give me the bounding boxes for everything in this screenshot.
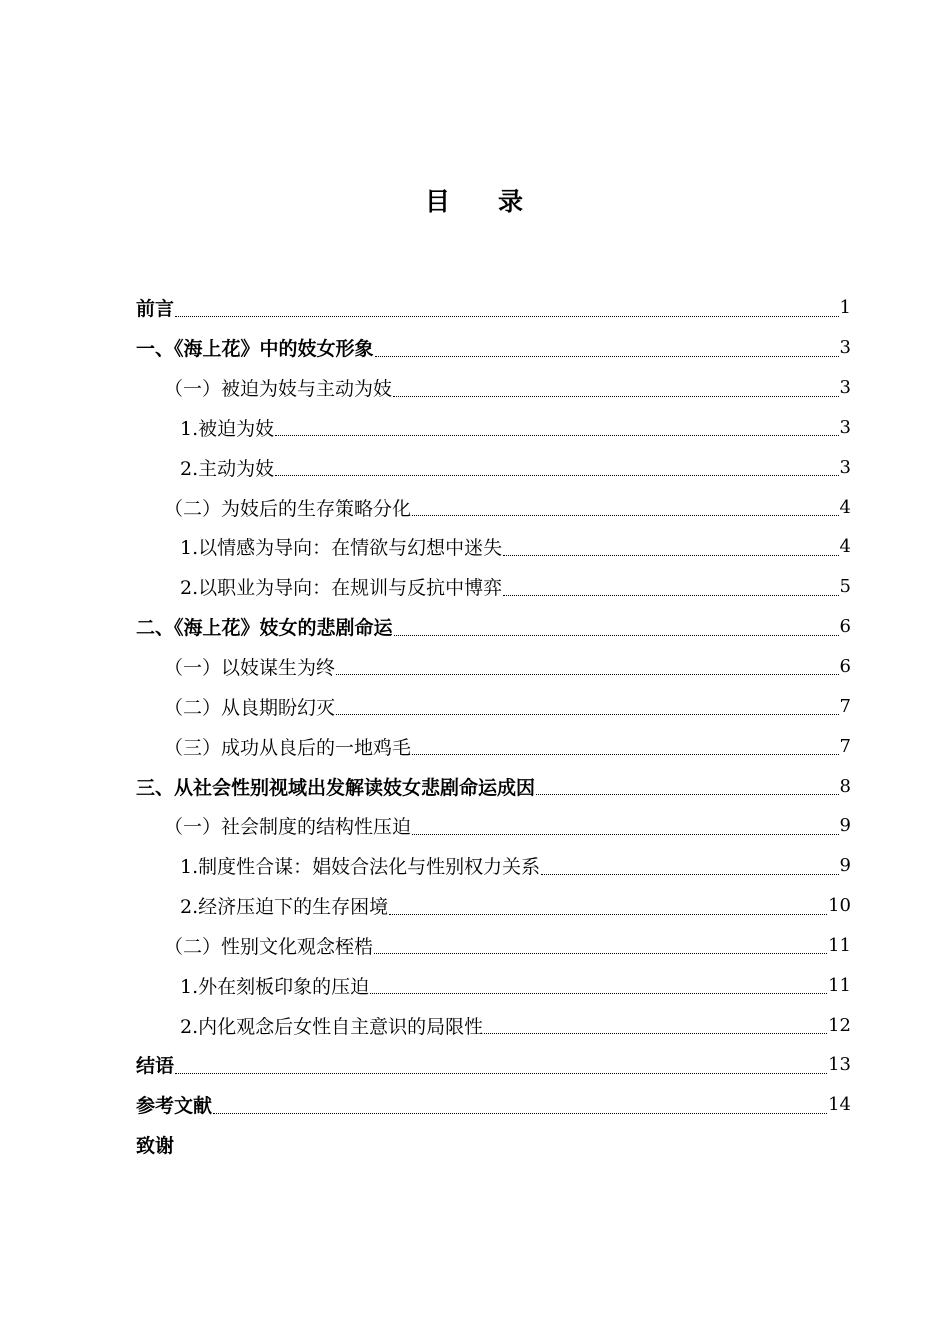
toc-page-number: 10: [828, 895, 851, 917]
toc-dot-leader: [336, 714, 839, 715]
toc-dot-leader: [175, 316, 839, 317]
toc-entry[interactable]: [136, 726, 851, 766]
toc-page-number: 4: [839, 496, 851, 518]
toc-entry[interactable]: [136, 567, 851, 607]
toc-entry[interactable]: [136, 288, 851, 328]
toc-entry[interactable]: [136, 766, 851, 806]
toc-entry-title: （一）被迫为妓与主动为妓: [164, 378, 393, 401]
toc-dot-leader: [503, 555, 838, 556]
toc-entry[interactable]: [136, 408, 851, 448]
toc-entry[interactable]: [136, 328, 851, 368]
toc-dot-leader: [536, 794, 839, 795]
toc-entry-title: 1.制度性合谋：娼妓合法化与性别权力关系: [180, 856, 541, 879]
toc-entry-title: （二）性别文化观念桎梏: [164, 935, 374, 958]
toc-page-number: 3: [839, 416, 851, 438]
toc-page-number: 6: [839, 656, 851, 678]
toc-page-number: 9: [839, 815, 851, 837]
toc-entry[interactable]: [136, 686, 851, 726]
toc-entry[interactable]: [136, 368, 851, 408]
toc-page-number: 11: [828, 974, 851, 996]
toc-dot-leader: [175, 1073, 827, 1074]
toc-dot-leader: [336, 674, 839, 675]
toc-entry-title: 2.主动为妓: [180, 457, 275, 480]
toc-dot-leader: [503, 595, 838, 596]
toc-entry-title: 三、从社会性别视域出发解读妓女悲剧命运成因: [136, 776, 536, 799]
toc-entry-title: 一、《海上花》中的妓女形象: [136, 338, 374, 361]
toc-dot-leader: [213, 1113, 827, 1114]
toc-entry[interactable]: [136, 846, 851, 886]
toc-dot-leader: [484, 1033, 827, 1034]
toc-entry[interactable]: [136, 527, 851, 567]
toc-dot-leader: [541, 874, 838, 875]
toc-dot-leader: [389, 914, 827, 915]
toc-entry[interactable]: [136, 647, 851, 687]
toc-page-number: 3: [839, 337, 851, 359]
toc-dot-leader: [412, 515, 839, 516]
toc-entry-title: 致谢: [136, 1135, 175, 1158]
toc-entry[interactable]: [136, 965, 851, 1005]
toc-page-number: 5: [839, 576, 851, 598]
toc-page-number: 12: [828, 1014, 851, 1036]
toc-page-number: 11: [828, 934, 851, 956]
toc-entry[interactable]: [136, 1005, 851, 1045]
page-title: [0, 182, 950, 218]
toc-page-number: 1: [839, 297, 851, 319]
toc-dot-leader: [412, 754, 839, 755]
toc-entry[interactable]: [136, 806, 851, 846]
toc-dot-leader: [394, 635, 839, 636]
toc-entry-title: 2.经济压迫下的生存困境: [180, 896, 389, 919]
toc-page-number: 4: [839, 536, 851, 558]
toc-entry-title: （二）为妓后的生存策略分化: [164, 497, 412, 520]
toc-entry[interactable]: [136, 926, 851, 966]
title-char: 目: [424, 187, 452, 216]
toc-entry-title: 结语: [136, 1055, 175, 1078]
toc-page-number: 3: [839, 456, 851, 478]
toc-entry-title: 前言: [136, 298, 175, 321]
toc-entry-title: 2.内化观念后女性自主意识的局限性: [180, 1015, 484, 1038]
toc-dot-leader: [375, 356, 839, 357]
toc-entry[interactable]: [136, 1045, 851, 1085]
toc-page-number: 7: [839, 695, 851, 717]
toc-entry-title: （二）从良期盼幻灭: [164, 696, 336, 719]
toc-page-number: 7: [839, 735, 851, 757]
table-of-contents: [136, 288, 851, 1165]
toc-page-number: 9: [839, 855, 851, 877]
toc-entry-title: 参考文献: [136, 1095, 213, 1118]
toc-entry-title: （一）社会制度的结构性压迫: [164, 816, 412, 839]
toc-entry-title: 二、《海上花》妓女的悲剧命运: [136, 617, 393, 640]
toc-entry[interactable]: [136, 1125, 851, 1165]
toc-page-number: 8: [839, 775, 851, 797]
toc-dot-leader: [412, 834, 839, 835]
toc-page-number: 13: [828, 1054, 851, 1076]
toc-entry[interactable]: [136, 886, 851, 926]
toc-entry[interactable]: [136, 487, 851, 527]
toc-dot-leader: [275, 435, 838, 436]
toc-entry-title: 2.以职业为导向：在规训与反抗中博弈: [180, 577, 503, 600]
toc-page-number: 14: [828, 1094, 851, 1116]
toc-entry-title: 1.被迫为妓: [180, 417, 275, 440]
toc-dot-leader: [393, 396, 839, 397]
toc-entry[interactable]: [136, 607, 851, 647]
toc-entry-title: 1.外在刻板印象的压迫: [180, 975, 370, 998]
toc-entry-title: 1.以情感为导向：在情欲与幻想中迷失: [180, 537, 503, 560]
toc-entry[interactable]: [136, 1085, 851, 1125]
toc-entry-title: （一）以妓谋生为终: [164, 657, 336, 680]
toc-dot-leader: [275, 475, 838, 476]
toc-page-number: 3: [839, 377, 851, 399]
title-char: 录: [498, 187, 526, 216]
toc-entry-title: （三）成功从良后的一地鸡毛: [164, 736, 412, 759]
toc-page-number: 6: [839, 616, 851, 638]
toc-dot-leader: [370, 993, 827, 994]
toc-dot-leader: [374, 953, 827, 954]
toc-entry[interactable]: [136, 447, 851, 487]
